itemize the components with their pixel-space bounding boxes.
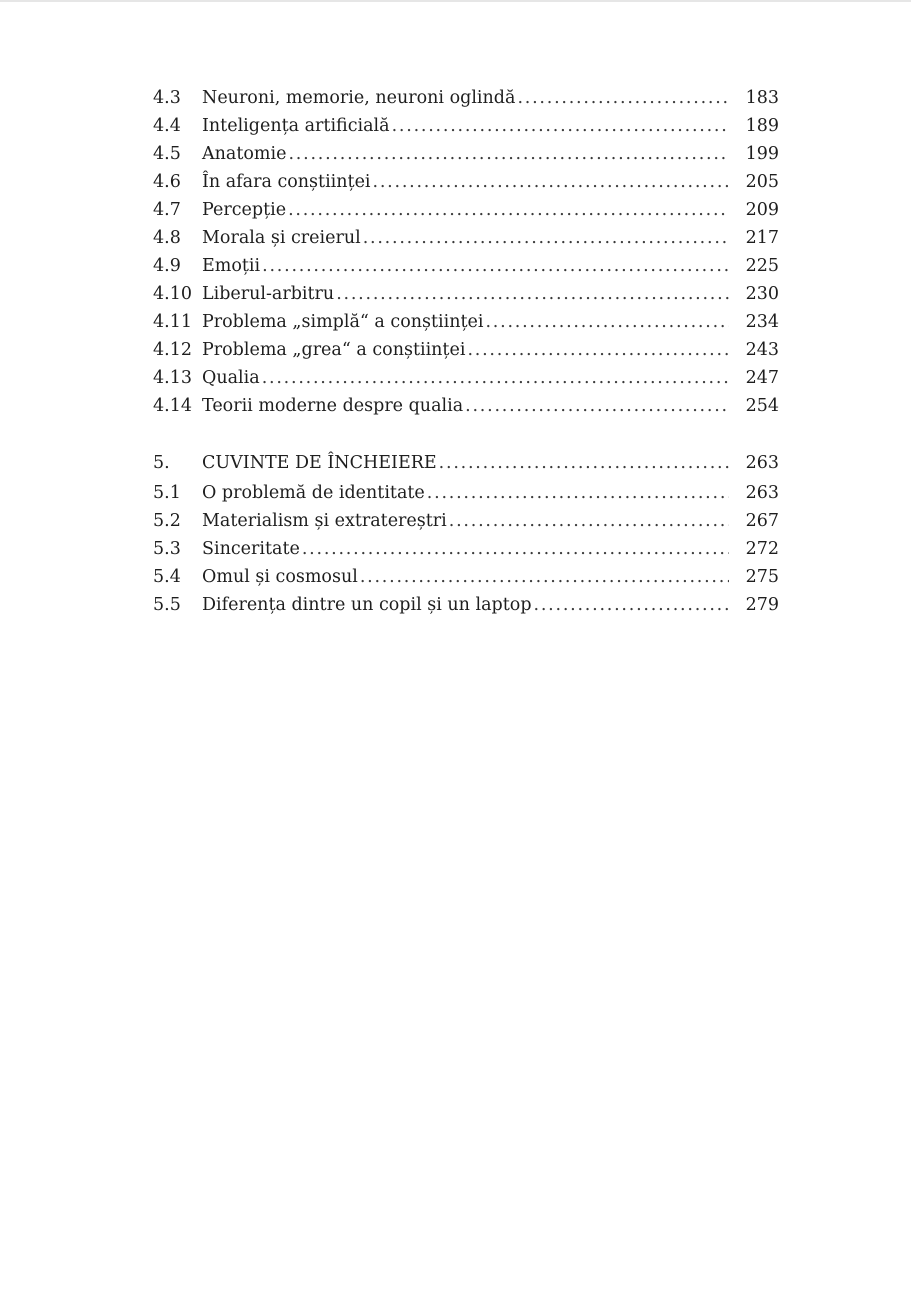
toc-entry-title: Problema „grea“ a conștiinței	[202, 340, 466, 360]
toc-entry[interactable]	[153, 140, 779, 168]
toc-entry-number: 4.8	[153, 228, 181, 248]
toc-entry-page: 199	[745, 144, 779, 164]
toc-section-4	[153, 84, 779, 420]
toc-entry[interactable]	[153, 168, 779, 196]
toc-dot-leader	[517, 84, 729, 112]
toc-dot-leader	[467, 336, 729, 364]
toc-entry-number: 4.14	[153, 396, 192, 416]
toc-entry-page: 267	[745, 511, 779, 531]
toc-chapter-title: CUVINTE DE ÎNCHEIERE	[202, 453, 437, 473]
toc-entry-page: 234	[745, 312, 779, 332]
toc-entry-number: 4.6	[153, 172, 181, 192]
toc-entry[interactable]	[153, 112, 779, 140]
toc-entry[interactable]	[153, 364, 779, 392]
toc-entry[interactable]	[153, 507, 779, 535]
toc-entry-title: Teorii moderne despre qualia	[202, 396, 464, 416]
toc-entry[interactable]	[153, 591, 779, 619]
toc-entry-page: 217	[745, 228, 779, 248]
toc-entry-title: Qualia	[202, 368, 260, 388]
toc-entry-number: 5.4	[153, 567, 181, 587]
toc-entry[interactable]	[153, 196, 779, 224]
toc-chapter-page: 263	[745, 453, 779, 473]
toc-entry-title: În afara conștiinței	[202, 172, 371, 192]
toc-dot-leader	[439, 448, 729, 479]
toc-entry-number: 4.12	[153, 340, 192, 360]
toc-entry-title: Morala și creierul	[202, 228, 361, 248]
toc-entry[interactable]	[153, 252, 779, 280]
table-of-contents	[153, 84, 779, 619]
toc-chapter-heading[interactable]	[153, 448, 779, 479]
toc-entry-number: 5.3	[153, 539, 181, 559]
toc-entry-page: 209	[745, 200, 779, 220]
toc-entry-page: 272	[745, 539, 779, 559]
toc-entry-page: 183	[745, 88, 779, 108]
toc-entry-page: 230	[745, 284, 779, 304]
page-top-edge	[0, 0, 911, 2]
toc-entry-page: 275	[745, 567, 779, 587]
toc-entry-number: 5.5	[153, 595, 181, 615]
toc-dot-leader	[534, 591, 729, 619]
toc-entry-title: Problema „simplă“ a conștiinței	[202, 312, 484, 332]
toc-entry-page: 225	[745, 256, 779, 276]
toc-entry-title: Inteligența artificială	[202, 116, 390, 136]
toc-entry-number: 5.2	[153, 511, 181, 531]
toc-entry[interactable]	[153, 392, 779, 420]
toc-dot-leader	[262, 364, 729, 392]
toc-entry-page: 279	[745, 595, 779, 615]
toc-entry-title: Percepție	[202, 200, 287, 220]
toc-entry-number: 4.3	[153, 88, 181, 108]
toc-entry-number: 4.11	[153, 312, 192, 332]
toc-dot-leader	[336, 280, 729, 308]
toc-entry-title: Anatomie	[202, 144, 287, 164]
toc-entry-title: Emoții	[202, 256, 261, 276]
toc-entry-title: Diferența dintre un copil și un laptop	[202, 595, 532, 615]
toc-entry-title: Omul și cosmosul	[202, 567, 358, 587]
toc-entry-title: Materialism și extratereștri	[202, 511, 447, 531]
toc-dot-leader	[288, 140, 729, 168]
toc-dot-leader	[302, 535, 729, 563]
toc-entry[interactable]	[153, 84, 779, 112]
toc-entry-page: 254	[745, 396, 779, 416]
toc-chapter-number: 5.	[153, 453, 170, 473]
toc-entry-number: 4.13	[153, 368, 192, 388]
toc-entry-page: 205	[745, 172, 779, 192]
toc-entry[interactable]	[153, 479, 779, 507]
toc-entry-title: O problemă de identitate	[202, 483, 425, 503]
toc-dot-leader	[373, 168, 729, 196]
toc-dot-leader	[427, 479, 729, 507]
toc-dot-leader	[363, 224, 729, 252]
toc-entry-title: Neuroni, memorie, neuroni oglindă	[202, 88, 516, 108]
toc-section-5	[153, 448, 779, 619]
toc-dot-leader	[485, 308, 729, 336]
toc-entry-page: 263	[745, 483, 779, 503]
toc-entry-number: 4.4	[153, 116, 181, 136]
toc-entry-page: 247	[745, 368, 779, 388]
toc-entry[interactable]	[153, 336, 779, 364]
toc-entry-number: 4.9	[153, 256, 181, 276]
toc-entry-title: Liberul-arbitru	[202, 284, 335, 304]
toc-entry-number: 5.1	[153, 483, 181, 503]
toc-entry[interactable]	[153, 563, 779, 591]
toc-entry[interactable]	[153, 308, 779, 336]
toc-entry[interactable]	[153, 224, 779, 252]
toc-dot-leader	[288, 196, 729, 224]
toc-dot-leader	[360, 563, 729, 591]
toc-dot-leader	[262, 252, 729, 280]
toc-dot-leader	[465, 392, 729, 420]
toc-entry-page: 189	[745, 116, 779, 136]
toc-entry-page: 243	[745, 340, 779, 360]
toc-entry[interactable]	[153, 535, 779, 563]
toc-dot-leader	[449, 507, 729, 535]
toc-entry-number: 4.7	[153, 200, 181, 220]
toc-entry-number: 4.5	[153, 144, 181, 164]
toc-entry[interactable]	[153, 280, 779, 308]
toc-entry-number: 4.10	[153, 284, 192, 304]
toc-dot-leader	[392, 112, 729, 140]
toc-entry-title: Sinceritate	[202, 539, 300, 559]
